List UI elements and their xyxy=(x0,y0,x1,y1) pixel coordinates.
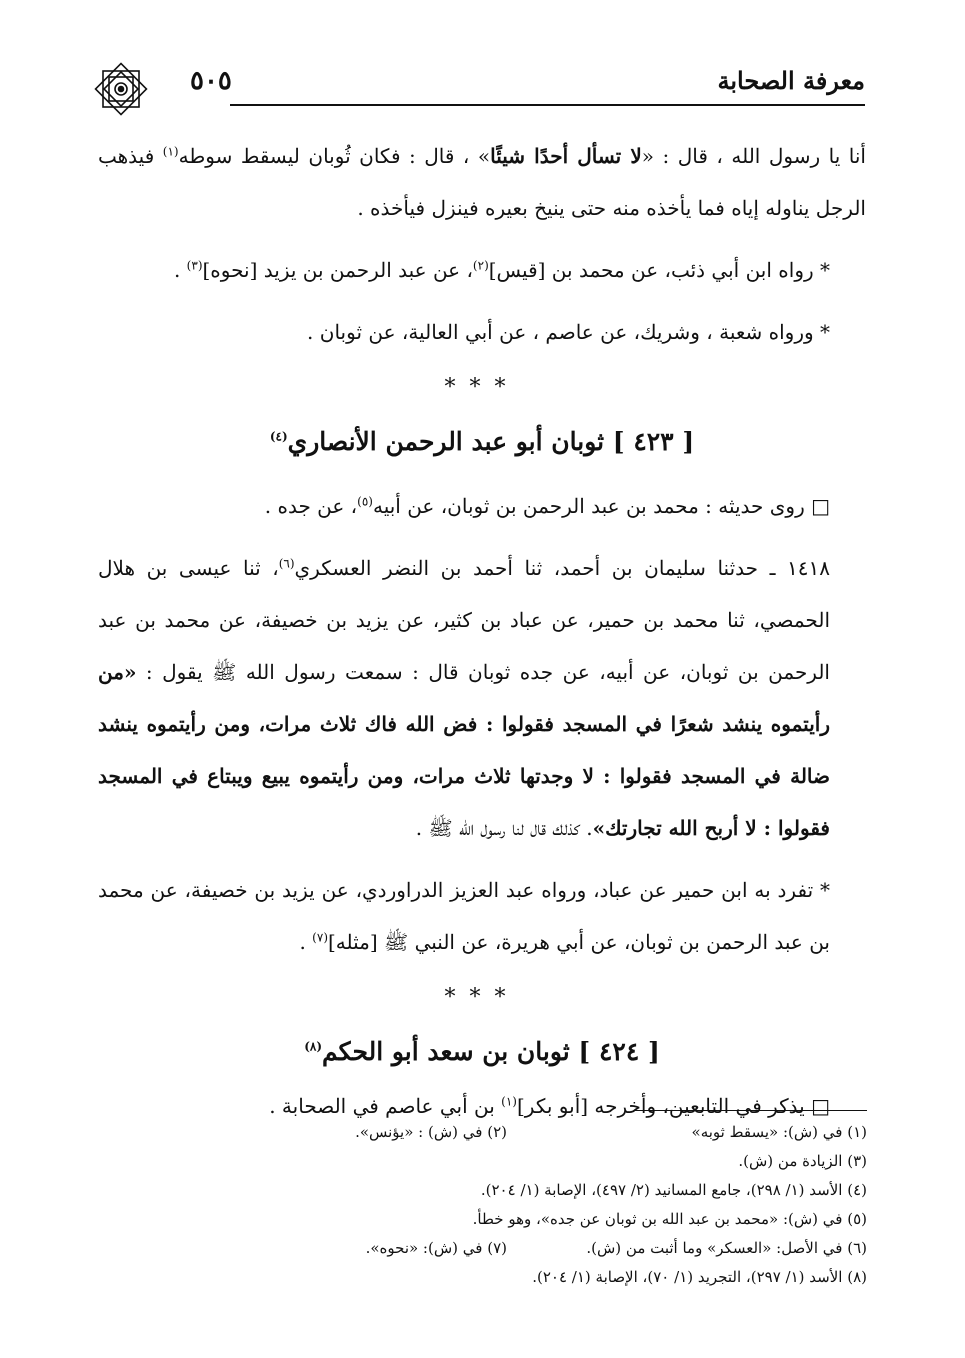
footnote-5: (٥) في (ش): «محمد بن عبد الله بن ثوبان عن جده»، وهو خطأ. xyxy=(472,1210,867,1228)
octagram-rosette-icon xyxy=(90,58,152,120)
section-heading-424: [ ٤٢٤ ] ثوبان بن سعد أبو الحكم$^{(٨)}$ xyxy=(304,1037,660,1066)
footnote-7: (٧) في (ش): «نحوه». xyxy=(365,1239,507,1257)
footnote-ref: (٦) xyxy=(278,556,295,571)
quoted-hadith: «من رأيتموه ينشد شعرًا في المسجد فقولوا : فض الله فاك ثلاث مرات، ومن رأيتموه ينشد ضالة في المسجد فقولوا : لا وجدتها ثلاث مرات، ومن رأيتموه يبيع ويبتاع في المسجد فقولوا : لا أربح الله تجارتك» xyxy=(98,660,830,840)
footnote-ref: (٣) xyxy=(186,258,203,273)
footnote-8: (٨) الأسد (١/ ٢٩٧)، التجريد (١/ ٧٠)، الإصابة (١/ ٢٠٤). xyxy=(532,1268,867,1286)
paragraph-7: □ يذكر في التابعين، وأخرجه [أبو بكر]$^{(١)}$ بن أبي عاصم في الصحابة . xyxy=(269,1094,830,1118)
paragraph-3: * ورواه شعبة ، وشريك، عن عاصم ، عن أبي العالية، عن ثوبان . xyxy=(307,320,830,344)
footnote-row xyxy=(99,1234,867,1263)
footnote-ref: (٨) xyxy=(304,1039,323,1054)
paragraph-hadith-1418: ١٤١٨ ـ حدثنا سليمان بن أحمد، ثنا أحمد بن النضر العسكري$^{(٦)}$، ثنا عيسى بن هلال الحمصي، ثنا محمد بن حمير، عن عباد بن كثير، عن يزيد بن خصيفة، عن محمد بن عبد الرحمن بن ثوبان، عن أبيه، عن جده ثوبان قال : سمعت رسول الله ﷺ يقول : «من رأيتموه ينشد شعرًا في المسجد فقولوا : فض الله فاك ثلاث مرات، ومن رأيتموه ينشد ضالة في المسجد فقولوا : لا وجدتها ثلاث مرات، ومن رأيتموه يبيع ويبتاع في المسجد فقولوا : لا أربح الله تجارتك». كذلك قال لنا رسول الله ﷺ . xyxy=(98,556,830,840)
footnote-2: (٢) في (ش) : «يؤنس». xyxy=(355,1123,507,1141)
footnote-row xyxy=(99,1118,867,1147)
section-heading-423: [ ٤٢٣ ] ثوبان أبو عبد الرحمن الأنصاري$^{(٤)}$ xyxy=(269,427,695,456)
main-text xyxy=(98,130,866,1132)
footnote-ref: (٢) xyxy=(472,258,489,273)
paragraph-2: * رواه ابن أبي ذئب، عن محمد بن [قيس]$^{(٢)}$، عن عبد الرحمن بن يزيد [نحوه]$^{(٣)}$ . xyxy=(173,258,830,282)
paragraph-1: أنا يا رسول الله ، قال : «لا تسأل أحدًا شيئًا» ، قال : فكان ثُوبان ليسقط سوطه$^{(١)}$ فيذهب الرجل يناوله إياه فما يأخذه منه حتى ينيخ بعيره فينزل فيأخذه . xyxy=(98,144,866,220)
footnotes xyxy=(99,1118,867,1292)
footnote-6: (٦) في الأصل: «العسكر» وما أثبت من (ش). xyxy=(586,1239,867,1257)
page-number: ٥٠٥ xyxy=(190,66,232,96)
footnote-1: (١) في (ش): «يسقط ثوبه» xyxy=(691,1123,867,1141)
footnote-ref: (١) xyxy=(162,144,179,159)
footnote-3: (٣) الزيادة من (ش). xyxy=(738,1152,867,1170)
footnote-ref: (٤) xyxy=(269,429,288,444)
quoted-hadith: لا تسأل أحدًا شيئًا xyxy=(490,144,642,168)
paragraph-4: □ روى حديثه : محمد بن عبد الرحمن بن ثوبان، عن أبيه$^{(٥)}$، عن جده . xyxy=(264,494,830,518)
footnote-ref: (١) xyxy=(501,1094,517,1109)
footnote-rule xyxy=(635,1110,867,1111)
footnote-ref: (٥) xyxy=(357,494,373,509)
header-rule xyxy=(230,104,865,106)
section-divider: *** xyxy=(444,375,520,400)
section-divider: *** xyxy=(444,985,520,1010)
running-title: معرفة الصحابة xyxy=(717,66,865,95)
page-header xyxy=(90,58,865,108)
footnote-4: (٤) الأسد (١/ ٢٩٨)، جامع المسانيد (٢/ ٤٩٧)، الإصابة (١/ ٢٠٤). xyxy=(480,1181,867,1199)
paragraph-6: * تفرد به ابن حمير عن عباد، ورواه عبد العزيز الدراوردي، عن يزيد بن خصيفة، عن محمد بن عبد الرحمن بن ثوبان، عن أبي هريرة، عن النبي ﷺ [مثله]$^{(٧)}$ . xyxy=(98,878,830,954)
footnote-ref: (٧) xyxy=(312,930,328,945)
